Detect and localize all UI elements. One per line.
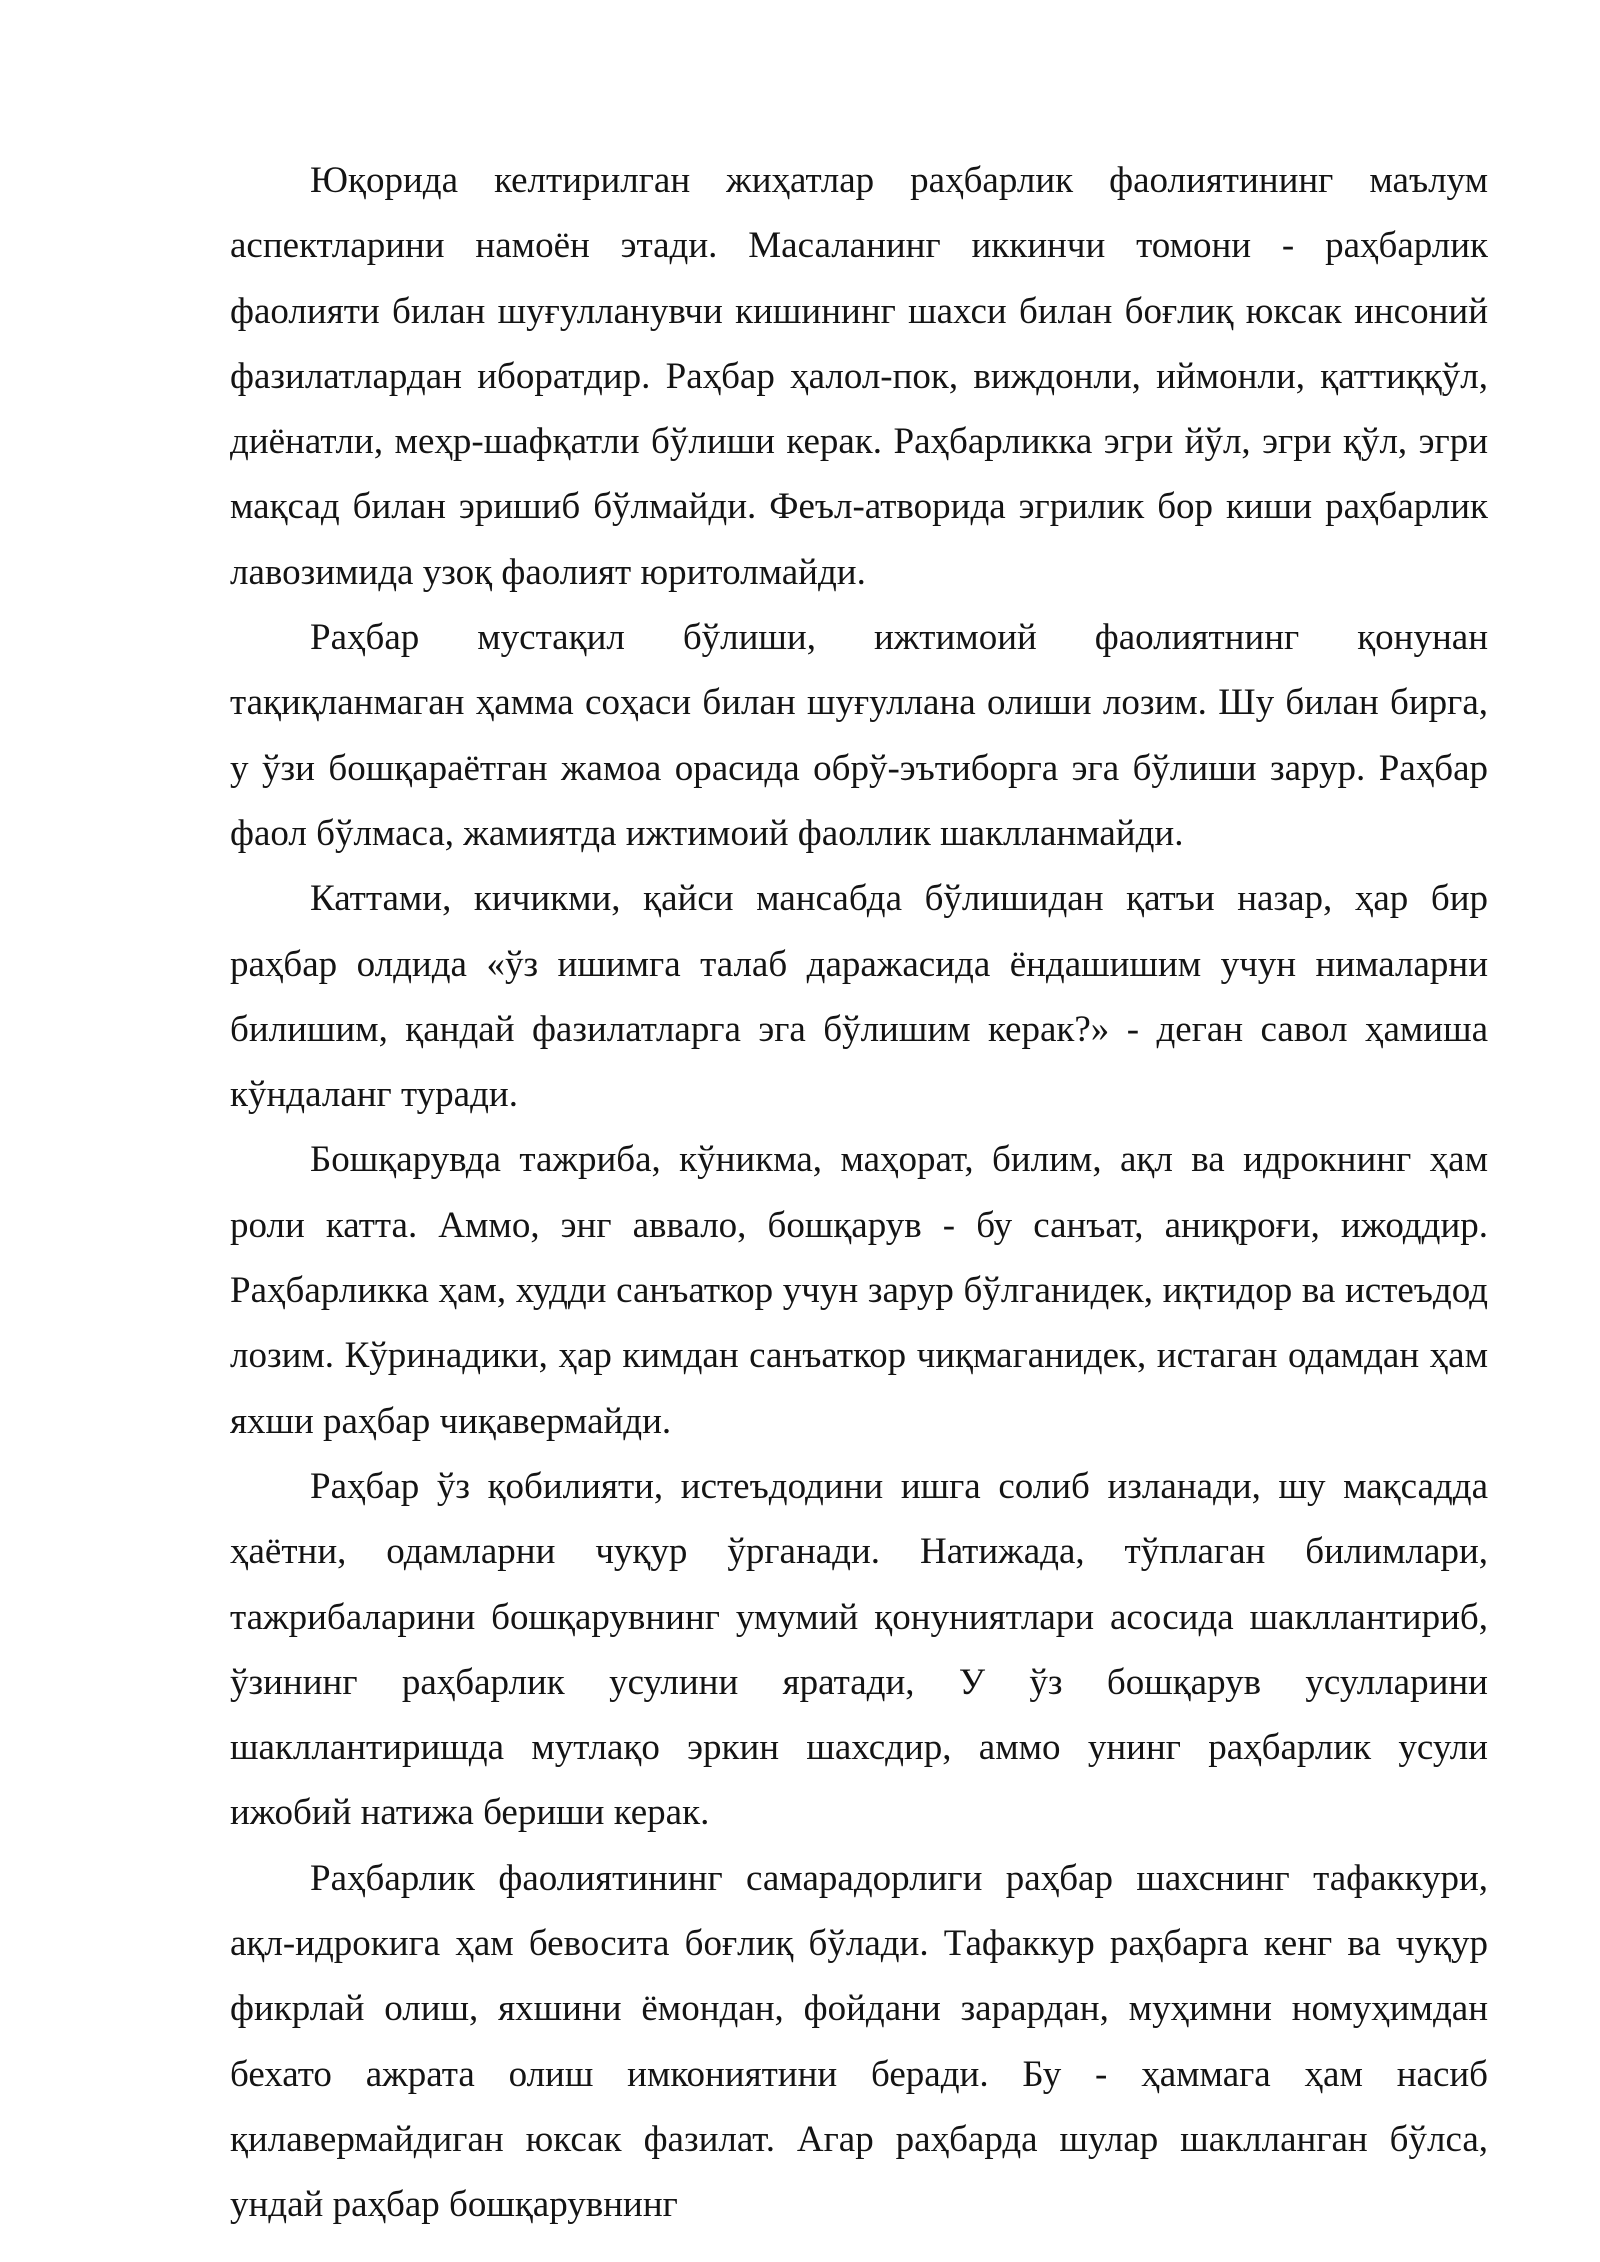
paragraph: Раҳбарлик фаолиятининг самарадорлиги раҳбар шахснинг тафаккури, ақл-идрокига ҳам бевосита боғлиқ бўлади. Тафаккур раҳбарга кенг ва чуқур фикрлай олиш, яхшини ёмондан, фойдани зарардан, муҳимни номуҳимдан бехато ажрата олиш имкониятини беради. Бу - ҳаммага ҳам насиб қилавермайдиган юксак фазилат. Агар раҳбарда шулар шаклланган бўлса, ундай раҳбар бошқарувнинг <box>230 1857 1488 2226</box>
paragraph: Юқорида келтирилган жиҳатлар раҳбарлик фаолиятининг маълум аспектларини намоён этади. Масаланинг иккинчи томони - раҳбарлик фаолияти билан шуғулланувчи кишининг шахси билан боғлиқ юксак инсоний фазилатлардан иборатдир. Раҳбар ҳалол-пок, виждонли, иймонли, қаттиққўл, диёнатли, меҳр-шафқатли бўлиши керак. Раҳбарликка эгри йўл, эгри қўл, эгри мақсад билан эришиб бўлмайди. Феъл-атворида эгрилик бор киши раҳбарлик лавозимида узоқ фаолият юритолмайди. <box>230 160 1488 593</box>
paragraph: Раҳбар мустақил бўлиши, ижтимоий фаолиятнинг қонунан тақиқланмаган ҳамма соҳаси билан шуғуллана олиши лозим. Шу билан бирга, у ўзи бошқараётган жамоа орасида обрў-эътиборга эга бўлиши зарур. Раҳбар фаол бўлмаса, жамиятда ижтимоий фаоллик шаклланмайди. <box>230 617 1488 854</box>
document-body <box>230 148 1488 2238</box>
paragraph: Бошқарувда тажриба, кўникма, маҳорат, билим, ақл ва идрокнинг ҳам роли катта. Аммо, энг аввало, бошқарув - бу санъат, аниқроғи, ижоддир. Раҳбарликка ҳам, худди санъаткор учун зарур бўлганидек, иқтидор ва истеъдод лозим. Кўринадики, ҳар кимдан санъаткор чиқмаганидек, истаган одамдан ҳам яхши раҳбар чиқавермайди. <box>230 1139 1488 1442</box>
paragraph: Каттами, кичикми, қайси мансабда бўлишидан қатъи назар, ҳар бир раҳбар олдида «ўз ишимга талаб даражасида ёндашишим учун нималарни билишим, қандай фазилатларга эга бўлишим керак?» - деган савол ҳамиша кўндаланг туради. <box>230 878 1488 1116</box>
paragraph: Раҳбар ўз қобилияти, истеъдодини ишга солиб изланади, шу мақсадда ҳаётни, одамларни чуқур ўрганади. Натижада, тўплаган билимлари, тажрибаларини бошқарувнинг умумий қонуниятлари асосида шакллантириб, ўзининг раҳбарлик усулини яратади, У ўз бошқарув усулларини шакллантиришда мутлақо эркин шахсдир, аммо унинг раҳбарлик усули ижобий натижа бериши керак. <box>230 1465 1488 1834</box>
